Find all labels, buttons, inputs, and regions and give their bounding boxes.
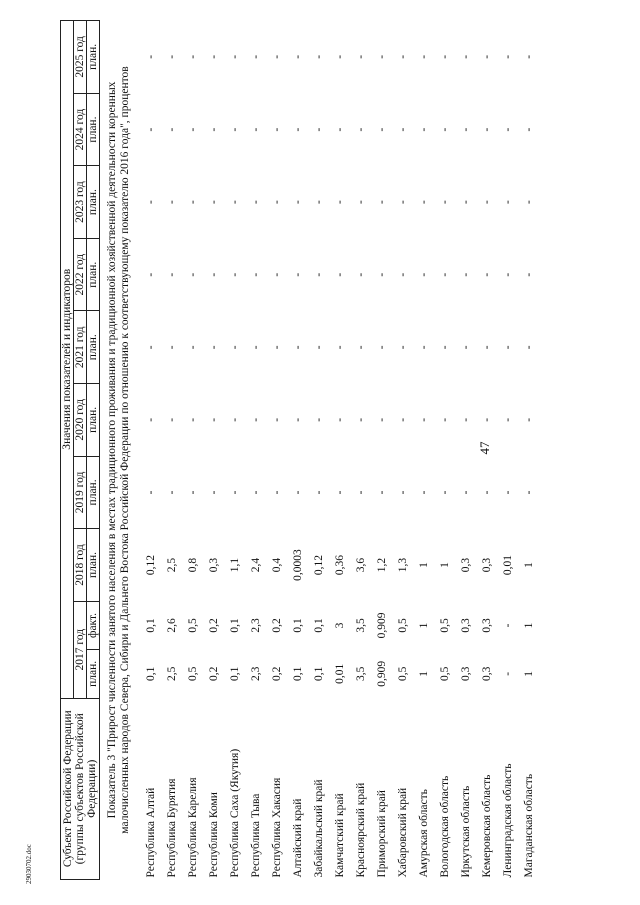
value-cell: 0,0003: [291, 549, 304, 581]
value-cell: -: [270, 54, 283, 59]
value-cell: 2,5: [165, 666, 178, 682]
value-cell: -: [501, 200, 514, 205]
table-row: [392, 21, 413, 880]
value-cell: -: [417, 490, 430, 495]
value-cell: -: [501, 671, 514, 676]
value-cell: -: [312, 490, 325, 495]
value-cell: 0,4: [270, 557, 283, 573]
plan-header: план.: [87, 166, 100, 239]
region-name: Хабаровский край: [396, 787, 409, 878]
value-cell: -: [480, 272, 493, 277]
region-name: Республика Саха (Якутия): [228, 748, 241, 878]
plan-header: план.: [87, 21, 100, 94]
value-cell: -: [270, 345, 283, 350]
value-cell: -: [396, 490, 409, 495]
value-cell: -: [207, 417, 220, 422]
region-name: Республика Бурятия: [165, 778, 178, 878]
table-row: [266, 21, 287, 880]
value-cell: 0,1: [228, 618, 241, 633]
region-name: Республика Тыва: [249, 793, 262, 878]
value-cell: -: [459, 417, 472, 422]
value-cell: -: [291, 272, 304, 277]
region-name: Республика Коми: [207, 792, 220, 878]
value-cell: -: [270, 417, 283, 422]
value-cell: -: [186, 127, 199, 132]
value-cell: -: [396, 200, 409, 205]
table-body: [100, 21, 540, 880]
year-header: 2017 год: [74, 601, 87, 698]
value-cell: -: [207, 127, 220, 132]
value-cell: -: [522, 345, 535, 350]
value-cell: -: [291, 127, 304, 132]
region-name: Камчатский край: [333, 793, 346, 878]
rotated-page-content: [60, 20, 620, 880]
value-cell: -: [186, 490, 199, 495]
year-header: 2023 год: [74, 166, 87, 239]
value-cell: 0,5: [186, 618, 199, 633]
subject-column-header: Субъект Российской Федерации (группы субъектов Российской Федерации): [61, 698, 100, 879]
value-cell: -: [249, 490, 262, 495]
value-cell: -: [291, 345, 304, 350]
value-cell: -: [354, 54, 367, 59]
value-cell: 0,3: [459, 618, 472, 633]
value-cell: -: [375, 54, 388, 59]
plan-header: план.: [87, 456, 100, 529]
value-cell: -: [228, 200, 241, 205]
table-row: [350, 21, 371, 880]
value-cell: -: [291, 200, 304, 205]
value-cell: 0,3: [480, 666, 493, 682]
value-cell: -: [165, 127, 178, 132]
value-cell: 0,5: [186, 666, 199, 682]
value-cell: -: [186, 417, 199, 422]
value-cell: -: [459, 200, 472, 205]
value-cell: -: [165, 490, 178, 495]
value-cell: 0,1: [312, 666, 325, 682]
value-cell: -: [228, 417, 241, 422]
fact-header: факт.: [87, 601, 100, 649]
value-cell: -: [270, 127, 283, 132]
region-name: Приморский край: [375, 790, 388, 878]
table-row: [455, 21, 476, 880]
value-cell: -: [417, 200, 430, 205]
value-cell: -: [417, 127, 430, 132]
value-cell: 1: [522, 670, 535, 677]
value-cell: 2,3: [249, 618, 262, 633]
value-cell: -: [291, 54, 304, 59]
value-cell: 0,909: [375, 660, 388, 687]
value-cell: -: [375, 345, 388, 350]
table-row: [161, 21, 182, 880]
table-row: [413, 21, 434, 880]
value-cell: -: [417, 272, 430, 277]
value-cell: 0,01: [501, 554, 514, 576]
value-cell: -: [312, 272, 325, 277]
year-header: 2019 год: [74, 456, 87, 529]
value-cell: -: [480, 200, 493, 205]
value-cell: 3,5: [354, 618, 367, 633]
value-cell: -: [186, 272, 199, 277]
value-cell: 0,5: [396, 618, 409, 633]
value-cell: -: [333, 272, 346, 277]
value-cell: -: [249, 54, 262, 59]
value-cell: -: [417, 54, 430, 59]
value-cell: 0,3: [480, 618, 493, 633]
table-row: [476, 21, 497, 880]
value-cell: 0,12: [144, 554, 157, 576]
value-cell: -: [459, 272, 472, 277]
value-cell: -: [270, 272, 283, 277]
plan-header: план.: [87, 529, 100, 602]
value-cell: -: [312, 200, 325, 205]
value-cell: -: [144, 127, 157, 132]
value-cell: -: [228, 272, 241, 277]
region-name: Республика Карелия: [186, 777, 199, 878]
value-cell: -: [354, 490, 367, 495]
value-cell: -: [459, 490, 472, 495]
footer-file-name: 29030702.doc: [25, 844, 33, 884]
value-cell: -: [333, 417, 346, 422]
value-cell: -: [333, 200, 346, 205]
table-row: [140, 21, 161, 880]
value-cell: 0,2: [207, 618, 220, 633]
table-row: [182, 21, 203, 880]
value-cell: -: [207, 345, 220, 350]
year-header: 2025 год: [74, 21, 87, 94]
value-cell: 0,5: [396, 666, 409, 682]
value-cell: 0,12: [312, 554, 325, 576]
value-cell: 0,5: [438, 618, 451, 633]
table-row: [308, 21, 329, 880]
value-cell: -: [522, 490, 535, 495]
value-cell: 0,3: [459, 557, 472, 573]
region-name: Амурская область: [417, 789, 430, 878]
value-cell: -: [417, 345, 430, 350]
table-row: [371, 21, 392, 880]
value-cell: -: [144, 490, 157, 495]
value-cell: -: [144, 200, 157, 205]
value-cell: -: [501, 490, 514, 495]
value-cell: -: [333, 490, 346, 495]
value-cell: -: [312, 345, 325, 350]
plan-header: план.: [87, 311, 100, 384]
table-row: [224, 21, 245, 880]
value-cell: -: [291, 490, 304, 495]
value-cell: 2,5: [165, 557, 178, 573]
value-cell: 2,3: [249, 666, 262, 682]
value-cell: -: [354, 272, 367, 277]
value-cell: -: [312, 127, 325, 132]
value-cell: -: [501, 345, 514, 350]
value-cell: 0,5: [438, 666, 451, 682]
value-cell: -: [396, 272, 409, 277]
value-cell: 1: [417, 562, 430, 568]
region-name: Кемеровская область: [480, 774, 493, 878]
value-cell: 0,909: [375, 612, 388, 639]
value-cell: -: [165, 345, 178, 350]
value-cell: -: [354, 345, 367, 350]
value-cell: 2,6: [165, 618, 178, 633]
value-cell: -: [459, 54, 472, 59]
value-cell: -: [396, 54, 409, 59]
value-cell: -: [144, 54, 157, 59]
value-cell: 0,3: [459, 666, 472, 682]
value-cell: -: [333, 345, 346, 350]
value-cell: 3: [333, 622, 346, 629]
value-cell: -: [375, 417, 388, 422]
value-cell: -: [375, 490, 388, 495]
value-cell: 3,6: [354, 557, 367, 573]
values-group-header: Значения показателей и индикаторов: [61, 21, 74, 699]
value-cell: -: [396, 417, 409, 422]
value-cell: 0,1: [312, 618, 325, 633]
value-cell: 0,8: [186, 557, 199, 573]
year-header: 2021 год: [74, 311, 87, 384]
value-cell: 0,2: [270, 666, 283, 682]
table-row: [518, 21, 539, 880]
value-cell: 0,1: [144, 666, 157, 682]
value-cell: -: [165, 272, 178, 277]
table-row: [434, 21, 455, 880]
value-cell: -: [438, 345, 451, 350]
value-cell: -: [438, 200, 451, 205]
region-name: Республика Алтай: [144, 787, 157, 878]
value-cell: -: [438, 54, 451, 59]
year-header: 2024 год: [74, 93, 87, 166]
value-cell: 0,1: [291, 618, 304, 633]
value-cell: -: [501, 272, 514, 277]
value-cell: -: [333, 127, 346, 132]
table-row: [329, 21, 350, 880]
table-row: [497, 21, 518, 880]
value-cell: 0,3: [207, 557, 220, 573]
value-cell: -: [438, 272, 451, 277]
table-row: [287, 21, 308, 880]
value-cell: -: [186, 345, 199, 350]
value-cell: -: [312, 54, 325, 59]
region-name: Забайкальский край: [312, 779, 325, 878]
value-cell: -: [501, 54, 514, 59]
value-cell: 1: [522, 562, 535, 568]
value-cell: 2,4: [249, 557, 262, 573]
value-cell: -: [522, 54, 535, 59]
value-cell: 1,3: [396, 557, 409, 573]
value-cell: -: [438, 417, 451, 422]
value-cell: -: [186, 200, 199, 205]
region-name: Республика Хакасия: [270, 777, 283, 878]
value-cell: -: [501, 417, 514, 422]
value-cell: 0,2: [207, 666, 220, 682]
value-cell: -: [165, 54, 178, 59]
value-cell: 1: [438, 562, 451, 568]
value-cell: -: [144, 345, 157, 350]
value-cell: 0,1: [144, 618, 157, 633]
value-cell: -: [270, 490, 283, 495]
value-cell: -: [249, 200, 262, 205]
value-cell: 0,1: [228, 666, 241, 682]
value-cell: -: [480, 345, 493, 350]
value-cell: 0,1: [291, 666, 304, 682]
table-row: [245, 21, 266, 880]
value-cell: -: [228, 127, 241, 132]
table-row: [203, 21, 224, 880]
indicators-table: [60, 20, 539, 880]
value-cell: -: [270, 200, 283, 205]
value-cell: -: [501, 127, 514, 132]
value-cell: -: [186, 54, 199, 59]
region-name: Ленинградская область: [501, 763, 514, 878]
value-cell: -: [501, 623, 514, 628]
value-cell: -: [480, 127, 493, 132]
value-cell: -: [312, 417, 325, 422]
value-cell: -: [480, 490, 493, 495]
value-cell: -: [249, 345, 262, 350]
value-cell: -: [333, 54, 346, 59]
value-cell: -: [459, 127, 472, 132]
value-cell: -: [228, 54, 241, 59]
value-cell: -: [144, 272, 157, 277]
value-cell: -: [522, 272, 535, 277]
year-header: 2020 год: [74, 384, 87, 457]
value-cell: 0,36: [333, 554, 346, 576]
value-cell: -: [207, 200, 220, 205]
value-cell: -: [249, 127, 262, 132]
region-name: Магаданская область: [522, 773, 535, 878]
region-name: Иркутская область: [459, 785, 472, 878]
value-cell: -: [144, 417, 157, 422]
value-cell: -: [459, 345, 472, 350]
value-cell: -: [417, 417, 430, 422]
value-cell: -: [249, 417, 262, 422]
value-cell: -: [480, 54, 493, 59]
value-cell: -: [354, 417, 367, 422]
value-cell: 1,1: [228, 557, 241, 573]
plan-header: план.: [87, 238, 100, 311]
value-cell: -: [522, 127, 535, 132]
value-cell: -: [207, 490, 220, 495]
value-cell: -: [396, 345, 409, 350]
value-cell: -: [480, 417, 493, 422]
year-header: 2022 год: [74, 238, 87, 311]
value-cell: 1: [417, 622, 430, 629]
value-cell: -: [354, 127, 367, 132]
value-cell: -: [438, 490, 451, 495]
value-cell: -: [207, 272, 220, 277]
value-cell: -: [228, 345, 241, 350]
value-cell: 0,3: [480, 557, 493, 573]
value-cell: 1: [522, 622, 535, 629]
region-name: Алтайский край: [291, 798, 304, 878]
value-cell: -: [522, 417, 535, 422]
table-header: [61, 21, 100, 880]
value-cell: -: [375, 200, 388, 205]
value-cell: -: [291, 417, 304, 422]
region-name: Красноярский край: [354, 782, 367, 878]
value-cell: 3,5: [354, 666, 367, 682]
value-cell: 1: [417, 670, 430, 677]
page-number: 47: [477, 441, 492, 455]
value-cell: -: [228, 490, 241, 495]
value-cell: 0,2: [270, 618, 283, 633]
value-cell: -: [249, 272, 262, 277]
value-cell: 1,2: [375, 557, 388, 573]
value-cell: -: [375, 272, 388, 277]
value-cell: -: [438, 127, 451, 132]
value-cell: -: [354, 200, 367, 205]
value-cell: 0,01: [333, 663, 346, 684]
value-cell: -: [165, 200, 178, 205]
value-cell: -: [396, 127, 409, 132]
value-cell: -: [207, 54, 220, 59]
value-cell: -: [522, 200, 535, 205]
plan-header: план.: [87, 93, 100, 166]
year-header: 2018 год: [74, 529, 87, 602]
region-name: Вологодская область: [438, 775, 451, 878]
plan-header: план.: [87, 384, 100, 457]
value-cell: -: [165, 417, 178, 422]
indicator-title: Показатель 3 "Прирост численности занятого населения в местах традиционного проживания и традиционной хозяйственной деятельности коренных малочисленных народов Севера, Сибири и Дальнего Востока Российской Федерации по отношению к соответствующему показателю 2016 года", процентов: [106, 66, 131, 834]
plan-header: план.: [87, 650, 100, 698]
value-cell: -: [375, 127, 388, 132]
